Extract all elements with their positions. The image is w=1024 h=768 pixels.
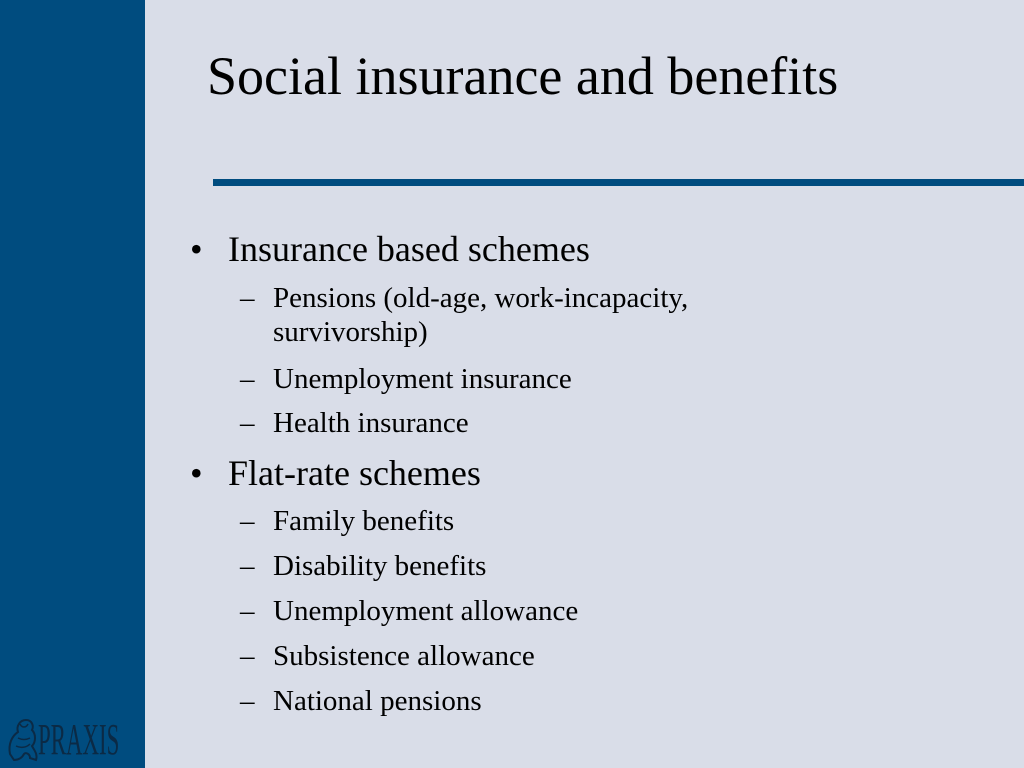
dash-icon: – (240, 505, 255, 537)
dash-icon: – (240, 595, 255, 627)
bullet-item (190, 453, 481, 493)
dash-icon: – (240, 640, 255, 672)
sub-bullet-text: National pensions (273, 685, 482, 717)
sub-bullet-item (240, 281, 833, 349)
dash-icon: – (240, 550, 255, 582)
slide-title: Social insurance and benefits (207, 46, 839, 106)
sub-bullet-item (240, 549, 833, 583)
sub-bullet-text: Disability benefits (273, 550, 487, 582)
sub-bullet-item (240, 504, 833, 538)
bullet-item (190, 229, 590, 269)
dash-icon: – (240, 407, 255, 439)
sub-bullet-item (240, 594, 833, 628)
sub-bullet-text: Pensions (old-age, work-incapacity, survivorship) (273, 282, 689, 348)
bullet-icon: • (190, 453, 203, 493)
dash-icon: – (240, 282, 255, 314)
sub-bullet-text: Health insurance (273, 407, 469, 439)
sub-bullet-item (240, 362, 833, 396)
sub-bullet-text: Unemployment insurance (273, 363, 572, 395)
sub-bullet-text: Subsistence allowance (273, 640, 535, 672)
bullet-icon: • (190, 229, 203, 269)
sub-bullet-item (240, 406, 833, 440)
dash-icon: – (240, 685, 255, 717)
sub-bullet-text: Family benefits (273, 505, 455, 537)
sub-bullet-text: Unemployment allowance (273, 595, 579, 627)
logo-wordmark: PRAXIS (38, 715, 120, 764)
bullet-text: Flat-rate schemes (228, 453, 481, 493)
bullet-text: Insurance based schemes (228, 229, 590, 269)
sub-bullet-item (240, 639, 833, 673)
sub-bullet-item (240, 684, 833, 718)
dash-icon: – (240, 363, 255, 395)
